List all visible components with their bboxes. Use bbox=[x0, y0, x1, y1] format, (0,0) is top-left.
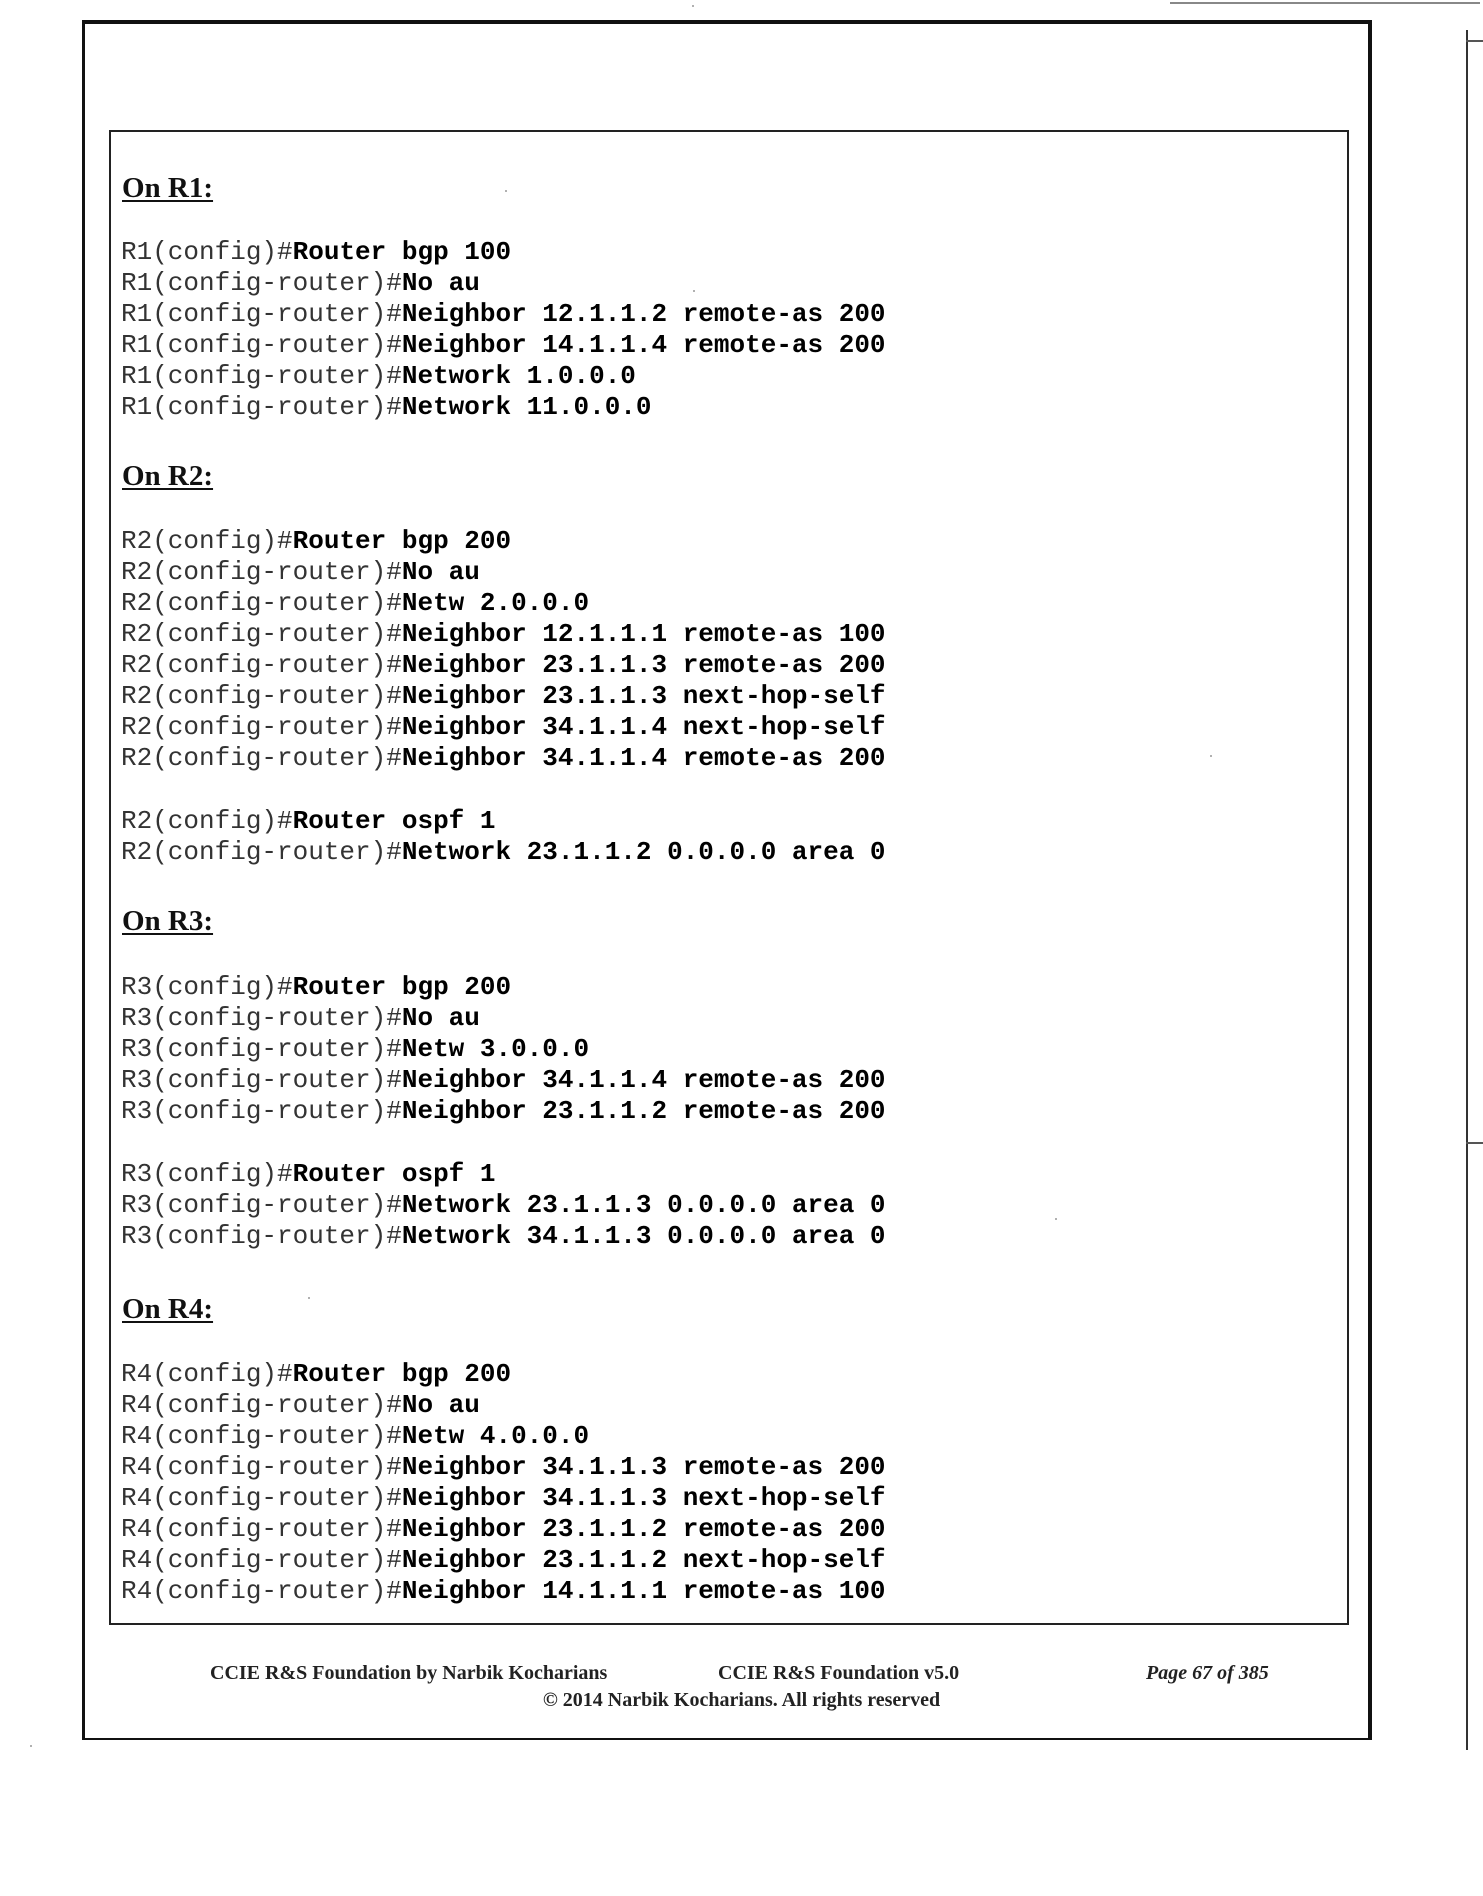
scan-edge-tick bbox=[1466, 1142, 1483, 1144]
footer-book-author: CCIE R&S Foundation by Narbik Kocharians bbox=[210, 1662, 608, 1684]
cli-command: Neighbor 23.1.1.3 next-hop-self bbox=[401, 681, 886, 711]
cli-command: Router ospf 1 bbox=[292, 1159, 496, 1189]
cli-prompt: R2(config-router)# bbox=[121, 837, 402, 867]
cli-prompt: R4(config-router)# bbox=[121, 1545, 402, 1575]
section-heading-r3: On R3: bbox=[122, 905, 214, 937]
cli-prompt: R3(config-router)# bbox=[121, 1003, 402, 1033]
cli-prompt: R2(config-router)# bbox=[121, 681, 402, 711]
code-line bbox=[121, 712, 886, 743]
cli-command: Netw 3.0.0.0 bbox=[401, 1034, 590, 1064]
scan-speck bbox=[692, 5, 694, 7]
cli-prompt: R1(config-router)# bbox=[121, 268, 402, 298]
cli-command: Neighbor 23.1.1.2 remote-as 200 bbox=[401, 1514, 886, 1544]
scan-edge-tick bbox=[1466, 40, 1483, 42]
code-line bbox=[121, 1096, 886, 1127]
code-line bbox=[121, 268, 480, 299]
code-line bbox=[121, 1421, 589, 1452]
scan-speck bbox=[1055, 1218, 1057, 1220]
cli-prompt: R1(config-router)# bbox=[121, 330, 402, 360]
cli-command: Neighbor 14.1.1.4 remote-as 200 bbox=[401, 330, 886, 360]
code-line bbox=[121, 1514, 886, 1545]
code-line bbox=[121, 330, 886, 361]
cli-command: Neighbor 34.1.1.4 remote-as 200 bbox=[401, 1065, 886, 1095]
code-line bbox=[121, 806, 495, 837]
code-line bbox=[121, 1159, 495, 1190]
cli-prompt: R3(config-router)# bbox=[121, 1221, 402, 1251]
cli-prompt: R2(config-router)# bbox=[121, 557, 402, 587]
cli-prompt: R3(config-router)# bbox=[121, 1096, 402, 1126]
cli-command: Network 11.0.0.0 bbox=[401, 392, 652, 422]
cli-prompt: R4(config-router)# bbox=[121, 1421, 402, 1451]
cli-command: Neighbor 23.1.1.2 next-hop-self bbox=[401, 1545, 886, 1575]
code-line bbox=[121, 237, 511, 268]
cli-prompt: R4(config-router)# bbox=[121, 1483, 402, 1513]
code-line bbox=[121, 1003, 480, 1034]
cli-prompt: R1(config-router)# bbox=[121, 299, 402, 329]
cli-command: Neighbor 34.1.1.4 next-hop-self bbox=[401, 712, 886, 742]
cli-prompt: R2(config)# bbox=[121, 806, 293, 836]
cli-command: No au bbox=[401, 557, 480, 587]
code-line bbox=[121, 1190, 886, 1221]
cli-command: Neighbor 23.1.1.2 remote-as 200 bbox=[401, 1096, 886, 1126]
cli-command: Neighbor 34.1.1.3 next-hop-self bbox=[401, 1483, 886, 1513]
scan-speck bbox=[693, 290, 695, 292]
code-line bbox=[121, 1359, 511, 1390]
code-line bbox=[121, 588, 589, 619]
cli-prompt: R4(config-router)# bbox=[121, 1514, 402, 1544]
scan-speck bbox=[1210, 755, 1212, 757]
scan-edge-line bbox=[1466, 30, 1468, 1750]
code-line bbox=[121, 743, 886, 774]
code-line bbox=[121, 361, 636, 392]
scan-edge-line bbox=[1170, 2, 1480, 4]
scan-speck bbox=[308, 1297, 310, 1299]
cli-command: Neighbor 14.1.1.1 remote-as 100 bbox=[401, 1576, 886, 1606]
cli-prompt: R4(config)# bbox=[121, 1359, 293, 1389]
cli-prompt: R3(config)# bbox=[121, 1159, 293, 1189]
code-line bbox=[121, 1452, 886, 1483]
cli-prompt: R1(config-router)# bbox=[121, 361, 402, 391]
cli-prompt: R3(config-router)# bbox=[121, 1190, 402, 1220]
code-line bbox=[121, 392, 652, 423]
cli-command: Neighbor 23.1.1.3 remote-as 200 bbox=[401, 650, 886, 680]
cli-command: Router bgp 200 bbox=[292, 1359, 512, 1389]
code-line bbox=[121, 1576, 886, 1607]
cli-command: Network 1.0.0.0 bbox=[401, 361, 636, 391]
cli-prompt: R2(config-router)# bbox=[121, 619, 402, 649]
cli-command: Netw 2.0.0.0 bbox=[401, 588, 590, 618]
cli-prompt: R2(config)# bbox=[121, 526, 293, 556]
cli-command: No au bbox=[401, 1390, 480, 1420]
code-line bbox=[121, 526, 511, 557]
scan-speck bbox=[505, 190, 507, 192]
cli-prompt: R2(config-router)# bbox=[121, 743, 402, 773]
cli-command: Router bgp 200 bbox=[292, 526, 512, 556]
cli-prompt: R4(config-router)# bbox=[121, 1576, 402, 1606]
code-line bbox=[121, 299, 886, 330]
code-line bbox=[121, 650, 886, 681]
section-heading-r4: On R4: bbox=[122, 1293, 214, 1325]
footer-page-number: Page 67 of 385 bbox=[1146, 1662, 1269, 1684]
cli-prompt: R3(config)# bbox=[121, 972, 293, 1002]
cli-command: Neighbor 34.1.1.4 remote-as 200 bbox=[401, 743, 886, 773]
cli-command: Router bgp 200 bbox=[292, 972, 512, 1002]
code-line bbox=[121, 1545, 886, 1576]
code-line bbox=[121, 681, 886, 712]
code-line bbox=[121, 1390, 480, 1421]
cli-command: Neighbor 12.1.1.2 remote-as 200 bbox=[401, 299, 886, 329]
cli-prompt: R2(config-router)# bbox=[121, 588, 402, 618]
cli-prompt: R3(config-router)# bbox=[121, 1065, 402, 1095]
cli-prompt: R2(config-router)# bbox=[121, 650, 402, 680]
cli-command: Network 23.1.1.3 0.0.0.0 area 0 bbox=[401, 1190, 886, 1220]
cli-command: No au bbox=[401, 1003, 480, 1033]
cli-prompt: R1(config-router)# bbox=[121, 392, 402, 422]
code-line bbox=[121, 1034, 589, 1065]
cli-prompt: R4(config-router)# bbox=[121, 1390, 402, 1420]
code-line bbox=[121, 1483, 886, 1514]
cli-command: Netw 4.0.0.0 bbox=[401, 1421, 590, 1451]
cli-command: Network 23.1.1.2 0.0.0.0 area 0 bbox=[401, 837, 886, 867]
code-line bbox=[121, 1221, 886, 1252]
cli-prompt: R2(config-router)# bbox=[121, 712, 402, 742]
code-line bbox=[121, 837, 886, 868]
code-line bbox=[121, 619, 886, 650]
code-line bbox=[121, 972, 511, 1003]
cli-prompt: R3(config-router)# bbox=[121, 1034, 402, 1064]
footer-copyright: © 2014 Narbik Kocharians. All rights reserved bbox=[542, 1689, 941, 1711]
scan-speck bbox=[30, 1745, 32, 1747]
cli-prompt: R1(config)# bbox=[121, 237, 293, 267]
cli-command: No au bbox=[401, 268, 480, 298]
code-line bbox=[121, 557, 480, 588]
section-heading-r1: On R1: bbox=[122, 172, 214, 204]
cli-command: Router ospf 1 bbox=[292, 806, 496, 836]
cli-command: Neighbor 34.1.1.3 remote-as 200 bbox=[401, 1452, 886, 1482]
cli-command: Neighbor 12.1.1.1 remote-as 100 bbox=[401, 619, 886, 649]
code-line bbox=[121, 1065, 886, 1096]
footer-book-version: CCIE R&S Foundation v5.0 bbox=[718, 1662, 960, 1684]
section-heading-r2: On R2: bbox=[122, 460, 214, 492]
cli-command: Network 34.1.1.3 0.0.0.0 area 0 bbox=[401, 1221, 886, 1251]
cli-prompt: R4(config-router)# bbox=[121, 1452, 402, 1482]
cli-command: Router bgp 100 bbox=[292, 237, 512, 267]
